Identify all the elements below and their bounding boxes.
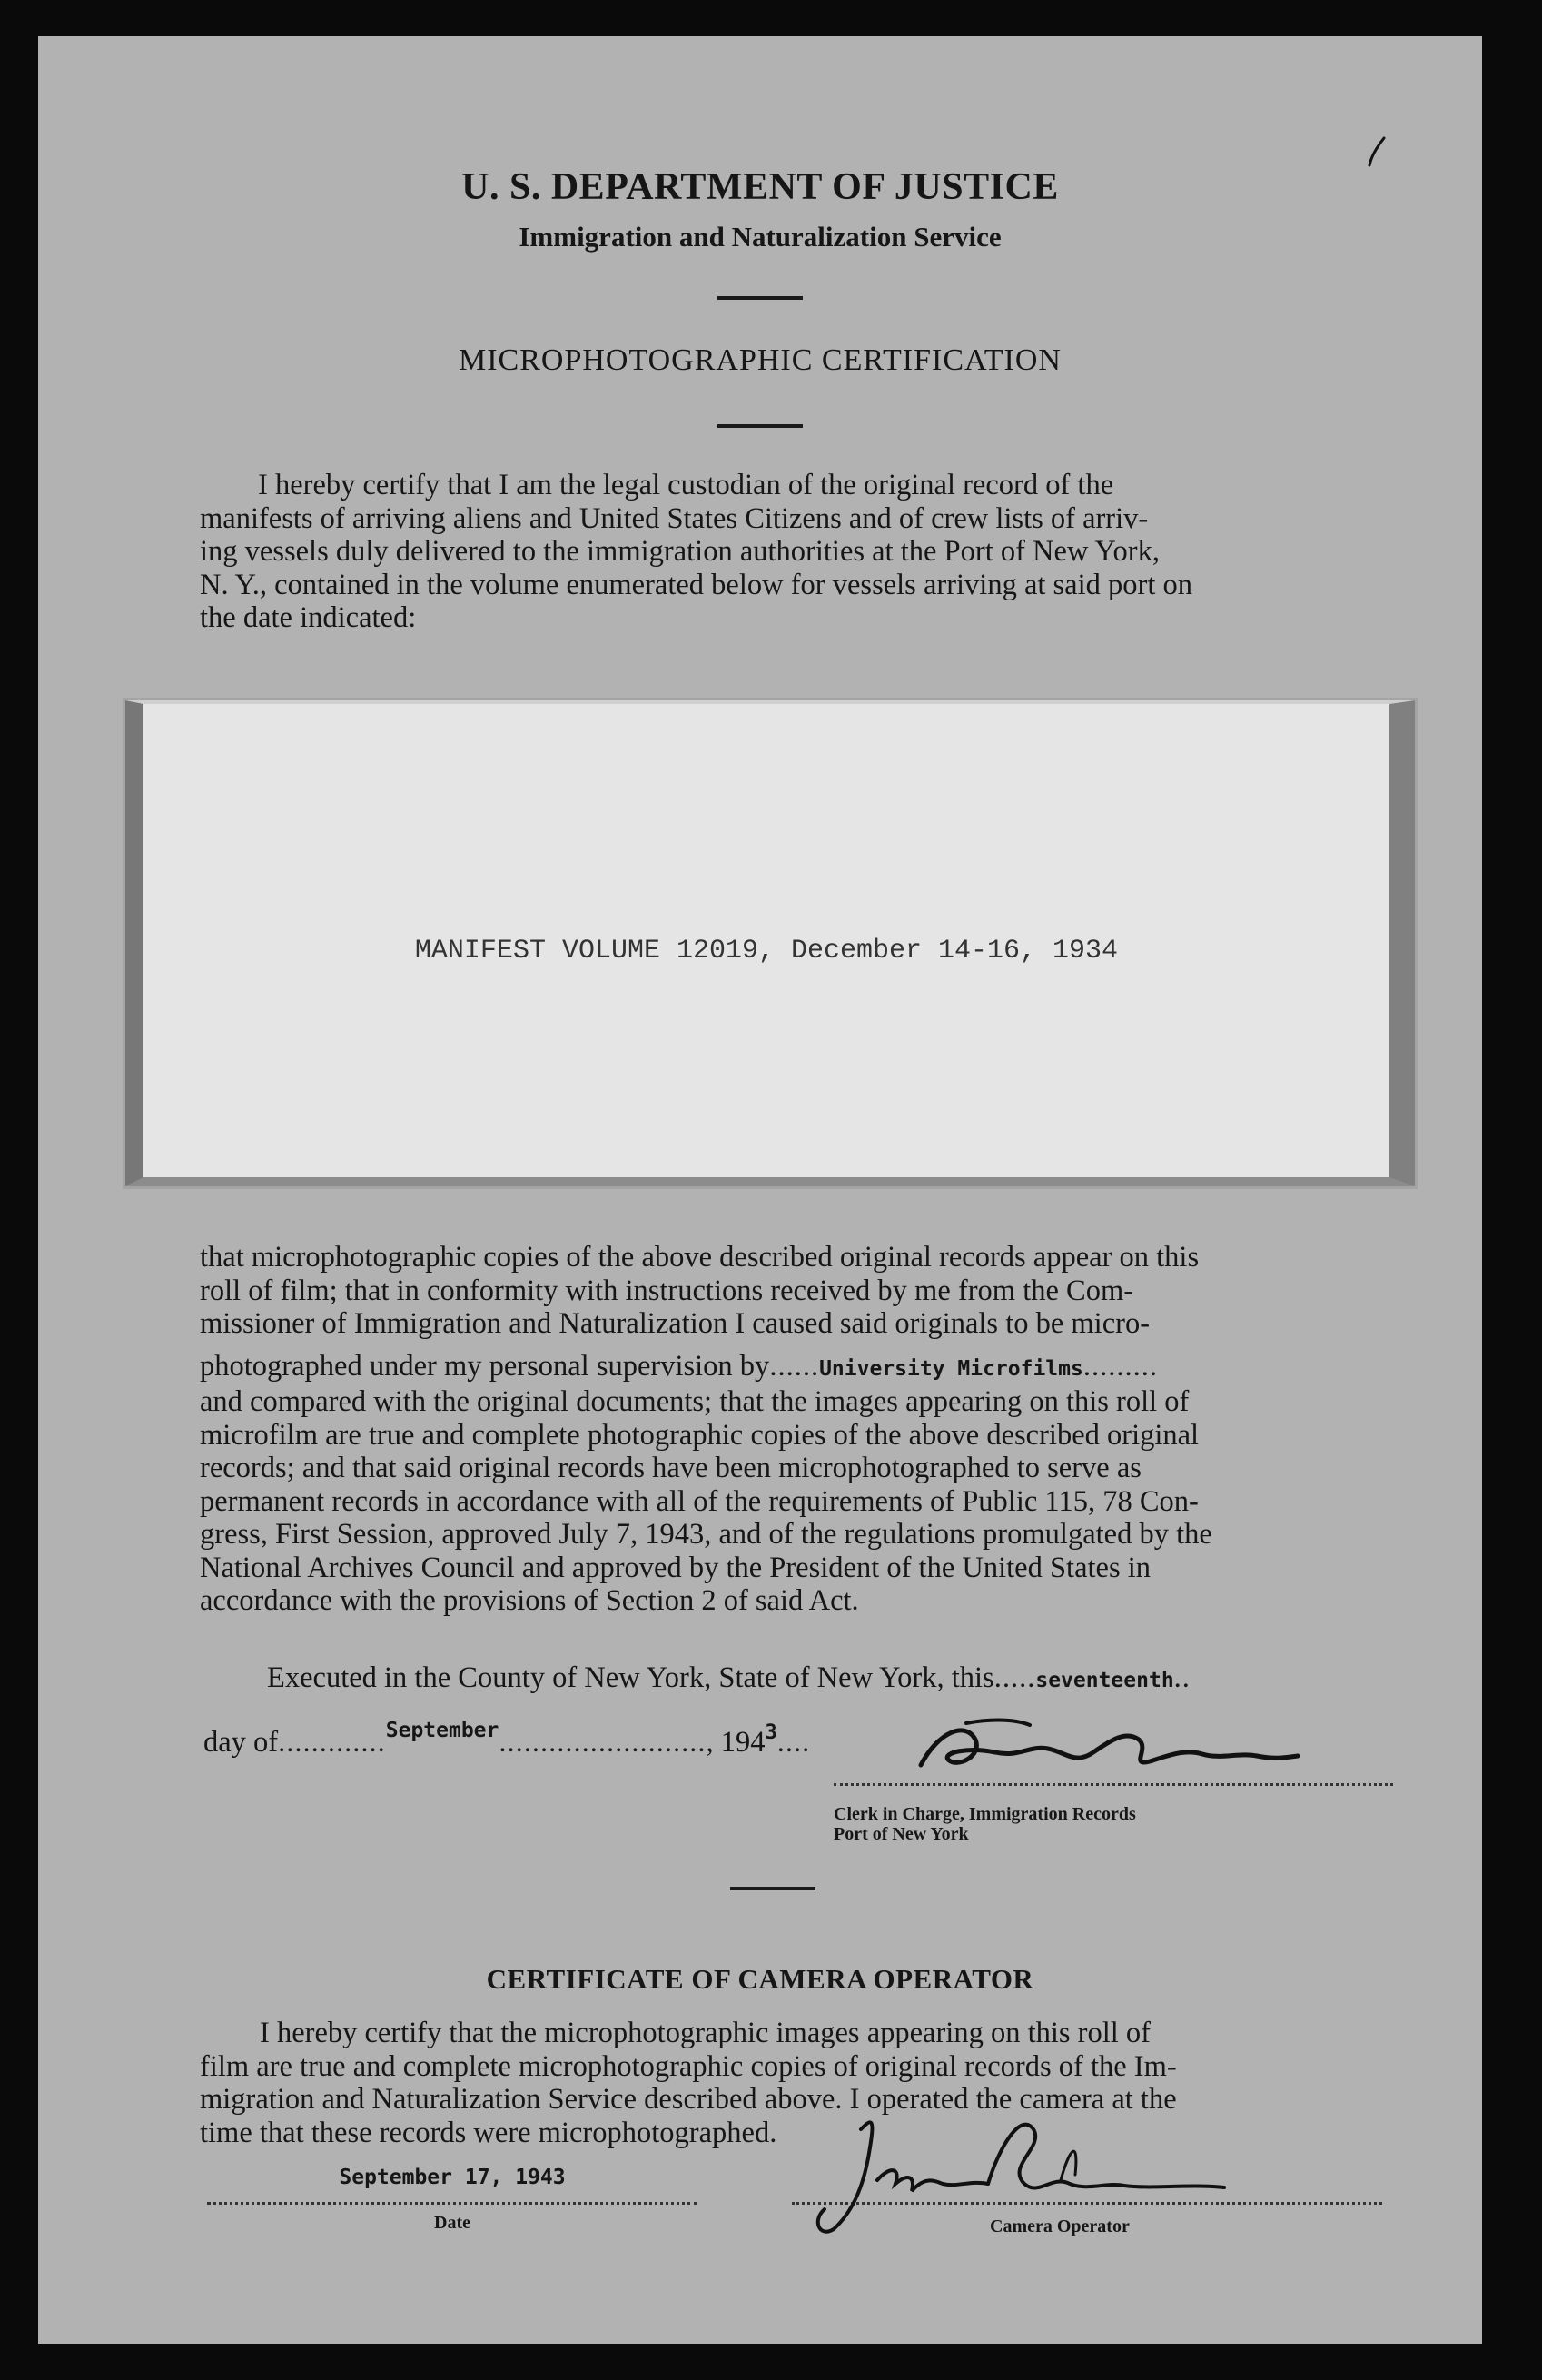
day-of-line: day of.............$^{September}$........................., $194^3$.... xyxy=(203,1719,811,1759)
executed-prefix: Executed in the County of New York, State of New York, this xyxy=(267,1661,994,1694)
intro-line: I hereby certify that I am the legal custodian of the original record of the xyxy=(258,469,1114,501)
body-line: National Archives Council and approved by the President of the United States in xyxy=(200,1551,1151,1584)
month-field: September xyxy=(385,1719,499,1742)
intro-line: ing vessels duly delivered to the immigration authorities at the Port of New York, xyxy=(200,535,1160,568)
intro-line: the date indicated: xyxy=(200,601,417,634)
body-line: gress, First Session, approved July 7, 1943, and of the regulations promulgated by the xyxy=(200,1518,1212,1551)
divider xyxy=(730,1887,815,1890)
body-line: accordance with the provisions of Section 2 of said Act. xyxy=(200,1584,859,1617)
volume-card xyxy=(125,700,1415,1186)
date-label: Date xyxy=(434,2213,470,2233)
volume-label: MANIFEST VOLUME 12019, December 14-16, 1934 xyxy=(414,936,1119,967)
date-value: September 17, 1943 xyxy=(339,2166,566,2189)
year-prefix: , 194 xyxy=(706,1726,766,1759)
camera-operator-title: CERTIFICATE OF CAMERA OPERATOR xyxy=(486,1963,1034,1995)
operator-label: Camera Operator xyxy=(990,2216,1130,2236)
divider xyxy=(717,424,803,428)
pen-mark-icon xyxy=(1364,134,1391,171)
executed-line: Executed in the County of New York, State of New York, this.....seventeenth.. xyxy=(267,1661,1191,1694)
intro-line: N. Y., contained in the volume enumerated below for vessels arriving at said port on xyxy=(200,568,1192,601)
clerk-signature xyxy=(912,1712,1302,1785)
executed-day-field: seventeenth xyxy=(1035,1669,1174,1692)
year-digit-field: 3 xyxy=(765,1721,777,1744)
body-line: that microphotographic copies of the above described original records appear on this xyxy=(200,1241,1200,1274)
body-line: missioner of Immigration and Naturalization I caused said originals to be micro- xyxy=(200,1307,1151,1340)
body-line: microfilm are true and complete photographic copies of the above described original xyxy=(200,1418,1200,1452)
body-line: and compared with the original documents; that the images appearing on this roll of xyxy=(200,1385,1190,1418)
clerk-signature-line xyxy=(834,1740,1393,1786)
clerk-title: Clerk in Charge, Immigration Records xyxy=(834,1804,1136,1824)
body-line: records; and that said original records have been microphotographed to serve as xyxy=(200,1452,1142,1484)
divider xyxy=(717,296,803,300)
intro-paragraph xyxy=(200,469,1371,635)
intro-line: manifests of arriving aliens and United States Citizens and of crew lists of arriv- xyxy=(200,501,1149,535)
department-title: U. S. DEPARTMENT OF JUSTICE xyxy=(461,166,1059,208)
body-line-photographer: photographed under my personal supervision by......University Microfilms......... xyxy=(200,1349,1158,1383)
section-title: MICROPHOTOGRAPHIC CERTIFICATION xyxy=(458,343,1062,377)
operator-signature-line xyxy=(792,2162,1382,2205)
service-subtitle: Immigration and Naturalization Service xyxy=(519,221,1002,253)
operator-line: I hereby certify that the microphotographic images appearing on this roll of xyxy=(260,2017,1151,2049)
clerk-title-block xyxy=(834,1804,1393,1844)
body-paragraph xyxy=(200,1241,1382,1618)
operator-line: migration and Naturalization Service described above. I operated the camera at the xyxy=(200,2083,1177,2116)
day-of-label: day of xyxy=(203,1726,279,1759)
operator-line: film are true and complete microphotographic copies of original records of the Im- xyxy=(200,2049,1177,2083)
body-line-prefix: photographed under my personal supervision by xyxy=(200,1349,770,1383)
clerk-port: Port of New York xyxy=(834,1824,969,1844)
certificate-sheet xyxy=(38,36,1482,2344)
body-line: permanent records in accordance with all of the requirements of Public 115, 78 Con- xyxy=(200,1484,1199,1518)
photographer-field: University Microfilms xyxy=(819,1356,1083,1381)
operator-line: time that these records were microphotographed. xyxy=(200,2116,777,2149)
body-line: roll of film; that in conformity with instructions received by me from the Com- xyxy=(200,1274,1134,1307)
date-field-line xyxy=(207,2162,697,2205)
